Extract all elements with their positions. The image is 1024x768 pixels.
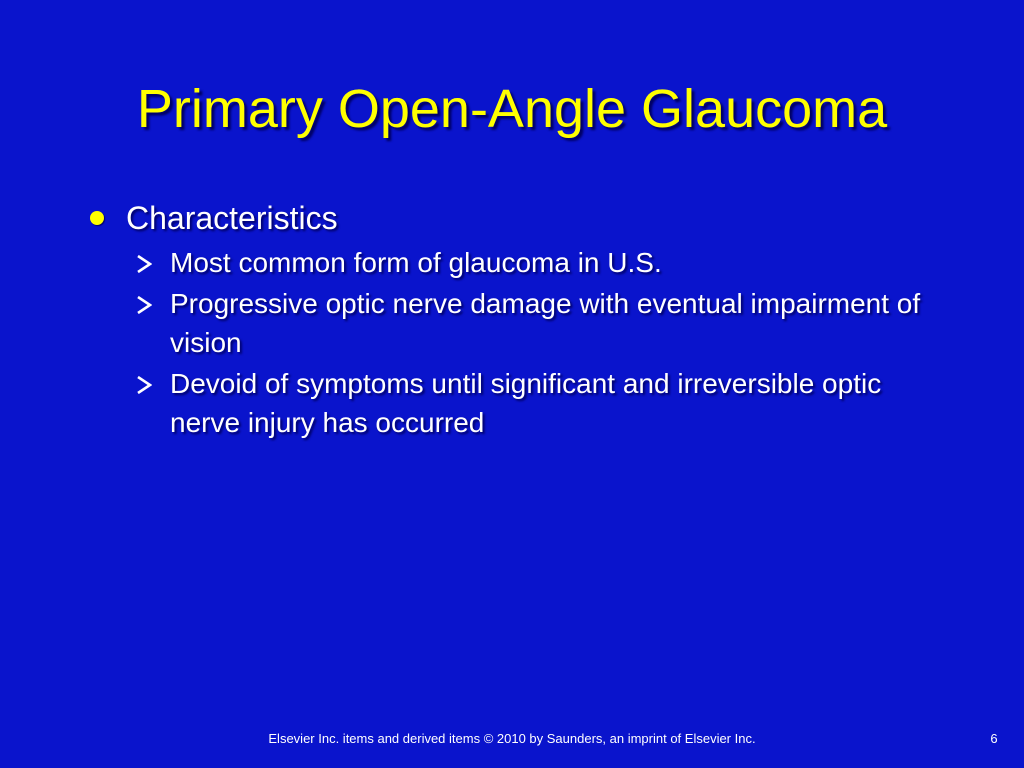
sub-bullet-text: Most common form of glaucoma in U.S. (170, 247, 662, 278)
sub-bullet-text: Progressive optic nerve damage with eventual impairment of vision (170, 288, 921, 358)
sub-bullet-text: Devoid of symptoms until significant and irreversible optic nerve injury has occurred (170, 368, 882, 438)
sub-bullet-item (136, 243, 948, 282)
sub-bullet-list (136, 243, 948, 442)
slide-footer: Elsevier Inc. items and derived items © 2010 by Saunders, an imprint of Elsevier Inc. (268, 731, 756, 746)
sub-bullet-item (136, 364, 948, 442)
sub-bullet-item (136, 284, 948, 362)
slide-content (88, 195, 948, 444)
page-number: 6 (990, 731, 998, 746)
arrow-bullet-icon (136, 296, 152, 314)
slide-title: Primary Open-Angle Glaucoma (136, 79, 888, 139)
bullet-item-characteristics (88, 195, 948, 241)
filled-circle-bullet-icon (90, 211, 104, 225)
bullet-label: Characteristics (126, 200, 338, 236)
arrow-bullet-icon (136, 376, 152, 394)
arrow-bullet-icon (136, 255, 152, 273)
